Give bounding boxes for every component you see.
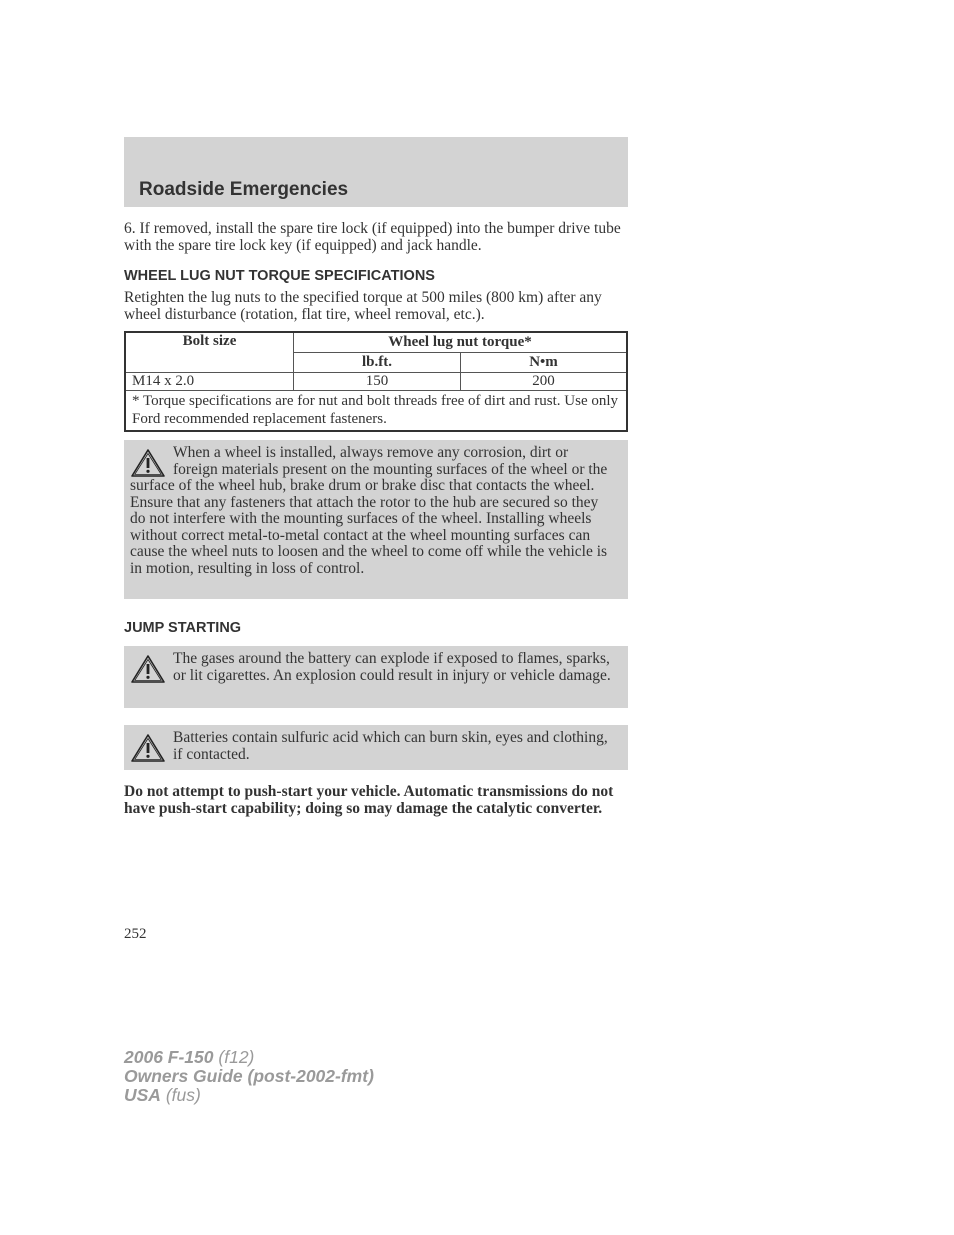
section-title: Roadside Emergencies (139, 179, 349, 200)
unit-nm: N•m (461, 353, 628, 373)
torque-intro: Retighten the lug nuts to the specified torque at 500 miles (800 km) after any wheel disturbance (rotation, flat tire, wheel removal, etc.). (124, 289, 602, 323)
footer-model-code: (f12) (218, 1047, 255, 1067)
torque-table (124, 331, 628, 432)
warning-triangle-icon (130, 654, 166, 684)
jump-heading: JUMP STARTING (124, 620, 242, 636)
col-bolt-size: Bolt size (125, 332, 294, 373)
footer-market: USA (124, 1085, 161, 1105)
cell-lbft: 150 (294, 373, 461, 391)
col-wheel-torque: Wheel lug nut torque* (294, 332, 628, 353)
battery-acid-warning-text: Batteries contain sulfuric acid which can burn skin, eyes and clothing, if contacted. (173, 729, 608, 763)
battery-gas-warning-text: The gases around the battery can explode if exposed to flames, sparks, or lit cigarettes. An explosion could result in injury or vehicle damage. (173, 650, 611, 684)
footer-guide: Owners Guide (post-2002-fmt) (124, 1066, 374, 1086)
step-6-text: 6. If removed, install the spare tire lock (if equipped) into the bumper drive tube with the spare tire lock key (if equipped) and jack handle. (124, 220, 621, 254)
cell-nm: 200 (461, 373, 628, 391)
section-header (124, 137, 628, 207)
unit-lbft: lb.ft. (294, 353, 461, 373)
cell-bolt: M14 x 2.0 (125, 373, 294, 391)
page-number: 252 (124, 926, 147, 942)
footer-market-code: (fus) (165, 1085, 201, 1105)
warning-triangle-icon (130, 448, 166, 478)
wheel-warning-box (124, 440, 628, 599)
wheel-warning-text: When a wheel is installed, always remove any corrosion, dirt or foreign materials present on the mounting surfaces of the wheel or the surface of the wheel hub, brake drum or brake disc that contacts the wheel. Ensure that any fasteners that attach the rotor to the hub are secured so they do not interfere with the mounting surfaces of the wheel. Installing wheels without correct metal-to-metal contact at the wheel mounting surfaces can cause the wheel nuts to loosen and the wheel to come off while the vehicle is in motion, resulting in loss of control. (130, 444, 608, 577)
table-footnote: * Torque specifications are for nut and bolt threads free of dirt and rust. Use only Ford recommended replacement fasteners. (125, 391, 627, 432)
battery-acid-warning-box (124, 725, 628, 770)
table-row (125, 373, 627, 391)
footer-model: 2006 F-150 (124, 1047, 214, 1067)
torque-heading: WHEEL LUG NUT TORQUE SPECIFICATIONS (124, 268, 435, 284)
document-footer (124, 1048, 374, 1105)
battery-gas-warning-box (124, 646, 628, 708)
push-start-caution: Do not attempt to push-start your vehicle. Automatic transmissions do not have push-start capability; doing so may damage the catalytic converter. (124, 783, 614, 817)
warning-triangle-icon (130, 733, 166, 763)
